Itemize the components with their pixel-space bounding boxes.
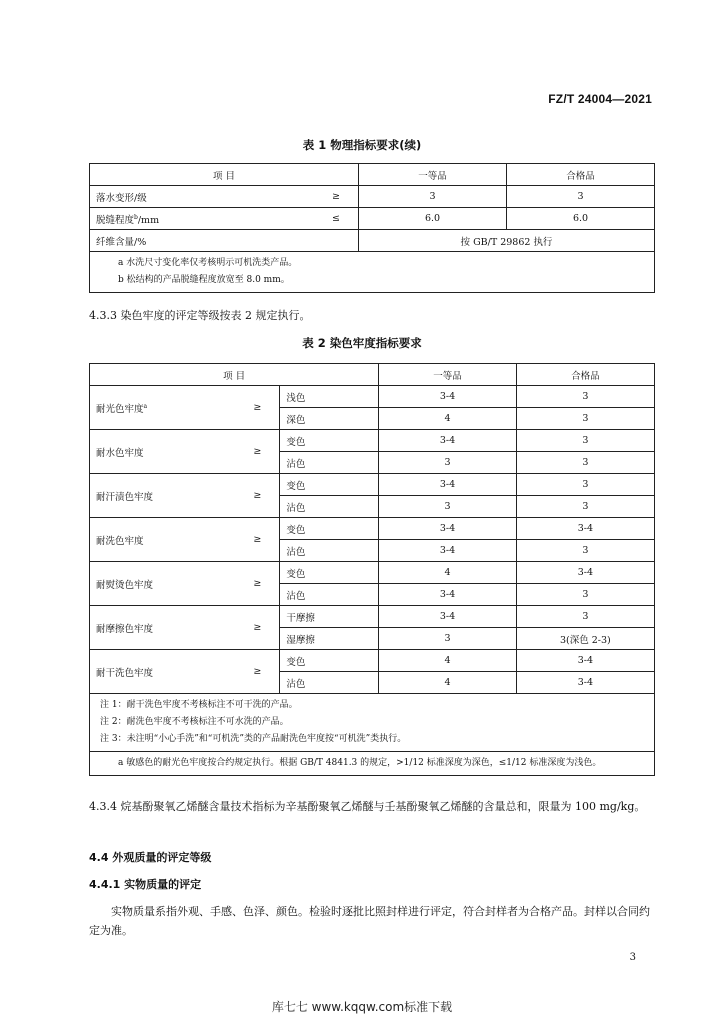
table-row xyxy=(90,230,655,252)
row-item xyxy=(90,208,295,230)
row-first-grade: 3 xyxy=(359,186,507,208)
section-4-3-4: 4.3.4 烷基酚聚氧乙烯醚含量技术指标为辛基酚聚氧乙烯醚与壬基酚聚氧乙烯醚的含量总和，限量为 100 mg/kg。 xyxy=(89,800,646,813)
row-qualified-grade: 3 xyxy=(516,540,654,562)
table1 xyxy=(89,163,655,293)
row-sub-item: 变色 xyxy=(280,430,379,452)
row-qualified-grade: 3(深色 2-3) xyxy=(516,628,654,650)
table1-caption: 表 1 物理指标要求(续) xyxy=(302,138,422,152)
table-row xyxy=(90,518,655,540)
table-row xyxy=(90,474,655,496)
table1-col-qualified: 合格品 xyxy=(507,164,655,186)
row-qualified-grade: 3 xyxy=(516,452,654,474)
row-symbol: ≥ xyxy=(235,606,280,650)
row-symbol: ≥ xyxy=(235,430,280,474)
table-row xyxy=(90,606,655,628)
item-label: 耐光色牢度 xyxy=(96,403,144,415)
row-qualified-grade: 3 xyxy=(516,386,654,408)
row-sub-item: 变色 xyxy=(280,562,379,584)
row-qualified-grade: 3-4 xyxy=(516,672,654,694)
row-qualified-grade: 3-4 xyxy=(516,650,654,672)
row-sub-item: 浅色 xyxy=(280,386,379,408)
row-qualified-grade: 3 xyxy=(516,496,654,518)
footnote-mark: a xyxy=(143,402,148,410)
row-sub-item: 沾色 xyxy=(280,584,379,606)
row-item xyxy=(90,606,236,650)
row-item xyxy=(90,430,236,474)
row-first-grade: 4 xyxy=(379,650,516,672)
row-item xyxy=(90,518,236,562)
row-sub-item: 变色 xyxy=(280,518,379,540)
section-4-4-1-heading: 4.4.1 实物质量的评定 xyxy=(89,878,202,891)
row-item xyxy=(90,650,236,694)
row-sub-item: 沾色 xyxy=(280,540,379,562)
note: 注 2：耐洗色牢度不考核标注不可水洗的产品。 xyxy=(100,717,289,727)
row-first-grade: 3 xyxy=(379,496,516,518)
item-label: 耐摩擦色牢度 xyxy=(96,623,154,635)
item-label: 耐水色牢度 xyxy=(96,447,144,459)
table2-col-qualified: 合格品 xyxy=(516,364,654,386)
item-label: 耐干洗色牢度 xyxy=(96,667,154,679)
table-row xyxy=(90,186,655,208)
row-item: 落水变形/级 xyxy=(90,186,295,208)
table-row xyxy=(90,562,655,584)
row-qualified-grade: 6.0 xyxy=(507,208,655,230)
row-sub-item: 深色 xyxy=(280,408,379,430)
note: 注 3：未注明“小心手洗”和“可机洗”类的产品耐洗色牢度按“可机洗”类执行。 xyxy=(100,734,407,744)
table2-caption: 表 2 染色牢度指标要求 xyxy=(302,336,422,350)
row-symbol: ≥ xyxy=(235,386,280,430)
item-unit: /mm xyxy=(137,214,160,226)
footnote: a 水洗尺寸变化率仅考核明示可机洗类产品。 xyxy=(118,258,298,268)
table2-notes xyxy=(90,694,655,752)
section-4-4-1-paragraph: 实物质量系指外观、手感、色泽、颜色。检验时逐批比照封样进行评定，符合封样者为合格产品。封样以合同约定为准。 xyxy=(89,905,650,937)
row-item xyxy=(90,474,236,518)
download-footer: 库七七 www.kqqw.com标准下载 xyxy=(271,1000,453,1014)
table2-footnote: a 敏感色的耐光色牢度按合约规定执行。根据 GB/T 4841.3 的规定，>1/12 标准深度为深色，≤1/12 标准深度为浅色。 xyxy=(90,752,655,776)
row-merged-value: 按 GB/T 29862 执行 xyxy=(359,230,655,252)
table2-col-first: 一等品 xyxy=(379,364,516,386)
row-sub-item: 沾色 xyxy=(280,496,379,518)
section-4-4-heading: 4.4 外观质量的评定等级 xyxy=(89,851,212,864)
footnote-mark: b xyxy=(134,213,138,221)
table-row xyxy=(90,430,655,452)
item-label: 耐汗渍色牢度 xyxy=(96,491,154,503)
item-label: 耐洗色牢度 xyxy=(96,535,144,547)
section-4-3-3: 4.3.3 染色牢度的评定等级按表 2 规定执行。 xyxy=(89,309,311,322)
row-qualified-grade: 3-4 xyxy=(516,562,654,584)
row-sub-item: 沾色 xyxy=(280,672,379,694)
row-qualified-grade: 3 xyxy=(516,474,654,496)
table-row xyxy=(90,208,655,230)
item-label: 耐熨烫色牢度 xyxy=(96,579,154,591)
row-symbol: ≥ xyxy=(235,518,280,562)
table2 xyxy=(89,363,655,776)
table-row xyxy=(90,386,655,408)
row-qualified-grade: 3 xyxy=(516,584,654,606)
row-first-grade: 4 xyxy=(379,672,516,694)
row-first-grade: 3-4 xyxy=(379,584,516,606)
row-qualified-grade: 3 xyxy=(516,408,654,430)
row-symbol: ≥ xyxy=(235,650,280,694)
row-symbol: ≥ xyxy=(294,186,359,208)
standard-code: FZ/T 24004—2021 xyxy=(548,92,652,106)
row-sub-item: 变色 xyxy=(280,474,379,496)
row-first-grade: 4 xyxy=(379,408,516,430)
footnote: b 松结构的产品脱缝程度放宽至 8.0 mm。 xyxy=(118,275,290,285)
row-first-grade: 3-4 xyxy=(379,474,516,496)
row-first-grade: 6.0 xyxy=(359,208,507,230)
row-first-grade: 4 xyxy=(379,562,516,584)
row-symbol: ≤ xyxy=(294,208,359,230)
row-sub-item: 变色 xyxy=(280,650,379,672)
table1-footnotes xyxy=(90,252,655,293)
page-number: 3 xyxy=(629,952,636,963)
row-item xyxy=(90,386,236,430)
item-label: 脱缝程度 xyxy=(96,214,135,226)
row-first-grade: 3-4 xyxy=(379,540,516,562)
row-first-grade: 3 xyxy=(379,452,516,474)
row-first-grade: 3-4 xyxy=(379,606,516,628)
row-sub-item: 湿摩擦 xyxy=(280,628,379,650)
row-qualified-grade: 3 xyxy=(516,430,654,452)
row-first-grade: 3-4 xyxy=(379,386,516,408)
row-first-grade: 3 xyxy=(379,628,516,650)
row-qualified-grade: 3-4 xyxy=(516,518,654,540)
note: 注 1：耐干洗色牢度不考核标注不可干洗的产品。 xyxy=(100,700,298,710)
row-qualified-grade: 3 xyxy=(507,186,655,208)
row-item: 纤维含量/% xyxy=(90,230,359,252)
table1-col-first: 一等品 xyxy=(359,164,507,186)
row-symbol: ≥ xyxy=(235,474,280,518)
row-first-grade: 3-4 xyxy=(379,430,516,452)
row-sub-item: 干摩擦 xyxy=(280,606,379,628)
row-symbol: ≥ xyxy=(235,562,280,606)
table-row xyxy=(90,650,655,672)
row-sub-item: 沾色 xyxy=(280,452,379,474)
row-first-grade: 3-4 xyxy=(379,518,516,540)
table2-col-item: 项 目 xyxy=(90,364,379,386)
row-item xyxy=(90,562,236,606)
row-qualified-grade: 3 xyxy=(516,606,654,628)
table1-col-item: 项 目 xyxy=(90,164,359,186)
